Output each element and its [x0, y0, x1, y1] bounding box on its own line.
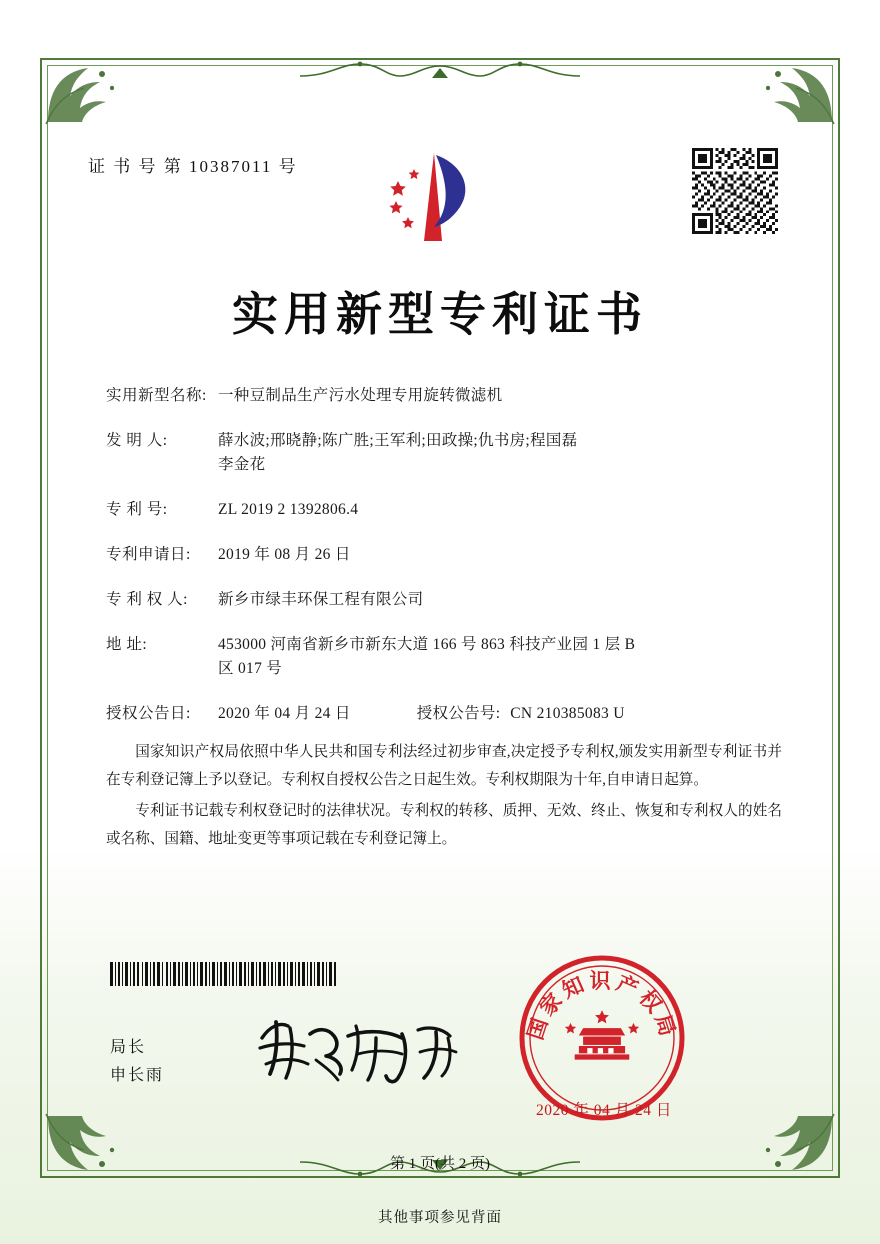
field-label: 专利申请日: — [106, 546, 191, 564]
seal-date: 2020 年 04 月 24 日 — [536, 1102, 672, 1119]
field-value: 一种豆制品生产污水处理专用旋转微滤机 — [218, 387, 503, 404]
field-label: 授权公告日: — [106, 705, 191, 723]
field-value — [218, 633, 786, 681]
grant-date-value: 2020 年 04 月 24 日 — [218, 705, 351, 723]
field-patentee — [106, 588, 786, 612]
field-value-line1: 453000 河南省新乡市新东大道 166 号 863 科技产业园 1 层 B — [218, 636, 636, 654]
grant-number-label: 授权公告号: — [416, 705, 501, 723]
field-address — [106, 633, 786, 681]
field-value-line2: 区 017 号 — [218, 660, 283, 678]
field-application-date — [106, 543, 786, 567]
field-value — [218, 429, 786, 477]
field-value-line1: 薛水波;邢晓静;陈广胜;王军利;田政操;仇书房;程国磊 — [218, 432, 578, 450]
field-label: 地 址: — [106, 636, 148, 654]
corner-ornament-icon — [758, 62, 836, 126]
signature-name: 申长雨 — [110, 1067, 165, 1084]
signature-labels — [110, 1034, 164, 1090]
footer-note: 其他事项参见背面 — [378, 1210, 502, 1226]
patent-fields — [106, 384, 786, 747]
field-value: 2019 年 08 月 26 日 — [218, 546, 351, 564]
page-indicator: 第 1 页(共 2 页) — [390, 1156, 490, 1172]
legal-paragraphs — [106, 738, 782, 856]
certificate-number: 证 书 号 第 10387011 号 — [88, 157, 298, 176]
cnipa-logo-icon — [372, 145, 502, 255]
paragraph-1: 国家知识产权局依照中华人民共和国专利法经过初步审查,决定授予专利权,颁发实用新型专利证书并在专利登记簿上予以登记。专利权自授权公告之日起生效。专利权期限为十年,自申请日起算。 — [106, 744, 782, 789]
field-value: 新乡市绿丰环保工程有限公司 — [218, 591, 424, 609]
field-inventors — [106, 429, 786, 477]
field-label: 专 利 号: — [106, 501, 168, 519]
barcode-icon — [110, 962, 336, 986]
qr-code-icon — [692, 148, 778, 234]
field-label: 实用新型名称: — [106, 387, 207, 404]
field-utility-model-name — [106, 384, 786, 408]
grant-number-value: CN 210385083 U — [510, 705, 625, 723]
signature-role: 局长 — [110, 1039, 147, 1056]
field-label: 专 利 权 人: — [106, 591, 188, 609]
field-value — [218, 702, 786, 726]
field-value: ZL 2019 2 1392806.4 — [218, 501, 359, 519]
page-title: 实用新型专利证书 — [232, 287, 648, 341]
svg-text:国家知识产权局: 国家知识产权局 — [522, 968, 682, 1043]
top-ornament-icon — [300, 60, 580, 90]
field-patent-number — [106, 498, 786, 522]
field-label: 发 明 人: — [106, 432, 168, 450]
paragraph-2: 专利证书记载专利权登记时的法律状况。专利权的转移、质押、无效、终止、恢复和专利权人的姓名或名称、国籍、地址变更等事项记载在专利登记簿上。 — [106, 802, 782, 848]
field-grant-announcement — [106, 702, 786, 726]
corner-ornament-icon — [44, 62, 122, 126]
field-value-line2: 李金花 — [218, 456, 266, 474]
handwritten-signature-icon — [252, 1008, 467, 1088]
